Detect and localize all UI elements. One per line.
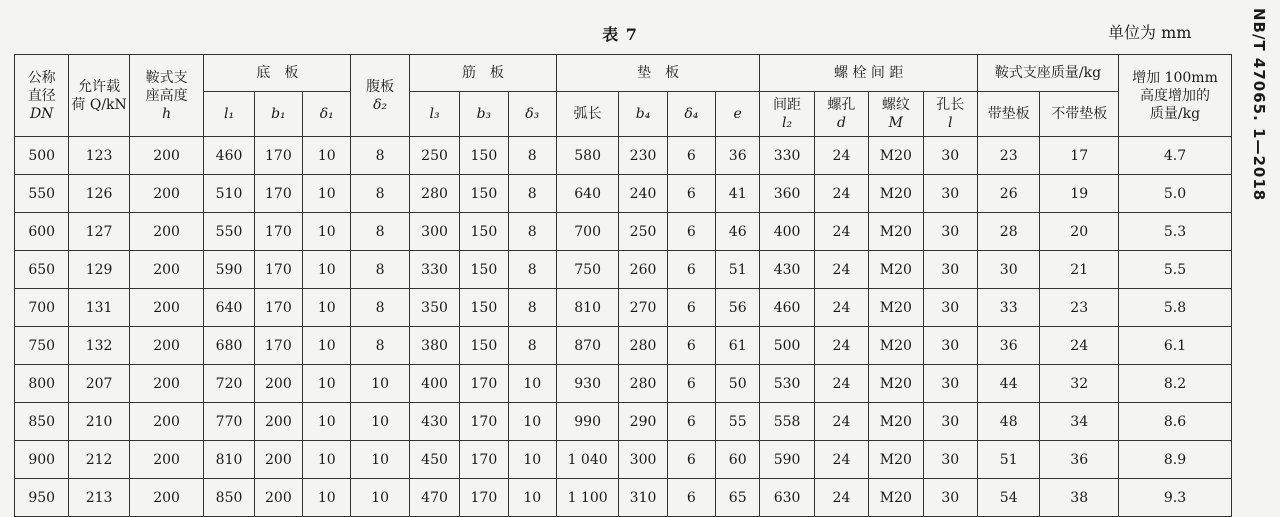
- table-cell: 150: [460, 137, 508, 175]
- table-cell: 20: [1040, 213, 1119, 251]
- table-cell: 24: [814, 137, 868, 175]
- table-cell: 310: [619, 479, 667, 517]
- table-cell: 170: [460, 403, 508, 441]
- table-cell: 500: [15, 137, 69, 175]
- table-cell: 200: [254, 365, 302, 403]
- table-cell: 10: [351, 403, 409, 441]
- table-cell: 150: [460, 175, 508, 213]
- table-cell: 1 040: [556, 441, 618, 479]
- table-cell: 65: [716, 479, 760, 517]
- table-cell: 510: [204, 175, 254, 213]
- table-cell: M20: [869, 403, 923, 441]
- header-extra-mass: 增加 100mm 高度增加的 质量/kg: [1119, 55, 1232, 137]
- table-cell: 41: [716, 175, 760, 213]
- table-cell: 24: [814, 479, 868, 517]
- header-dn: 公称 直径 DN: [15, 55, 69, 137]
- table-cell: 200: [129, 403, 204, 441]
- table-cell: 24: [814, 327, 868, 365]
- table-cell: 200: [129, 327, 204, 365]
- table-cell: 450: [409, 441, 459, 479]
- header-d4: δ₄: [667, 92, 715, 137]
- table-cell: 44: [977, 365, 1039, 403]
- table-cell: 38: [1040, 479, 1119, 517]
- table-cell: 30: [923, 441, 977, 479]
- table-cell: 60: [716, 441, 760, 479]
- table-cell: 810: [556, 289, 618, 327]
- table-cell: 6: [667, 365, 715, 403]
- table-cell: 350: [409, 289, 459, 327]
- header-b3: b₃: [460, 92, 508, 137]
- table-row: [15, 137, 1232, 175]
- table-cell: 900: [15, 441, 69, 479]
- table-cell: 270: [619, 289, 667, 327]
- table-cell: 8: [351, 289, 409, 327]
- table-cell: 200: [129, 479, 204, 517]
- table-cell: M20: [869, 327, 923, 365]
- table-cell: 200: [129, 175, 204, 213]
- table-cell: 200: [254, 479, 302, 517]
- table-cell: 558: [760, 403, 814, 441]
- header-pitch-l2: 间距 l₂: [760, 92, 814, 137]
- header-with-pad: 带垫板: [977, 92, 1039, 137]
- table-row: [15, 403, 1232, 441]
- table-cell: M20: [869, 213, 923, 251]
- table-cell: 8: [351, 251, 409, 289]
- table-cell: 131: [69, 289, 129, 327]
- table-cell: 800: [15, 365, 69, 403]
- table-cell: 700: [556, 213, 618, 251]
- table-cell: 24: [814, 365, 868, 403]
- table-cell: 5.8: [1119, 289, 1232, 327]
- table-cell: 55: [716, 403, 760, 441]
- header-bolt-spacing: 螺 栓 间 距: [760, 55, 978, 92]
- table-cell: 8: [508, 213, 556, 251]
- table-cell: 24: [814, 175, 868, 213]
- table-cell: 23: [1040, 289, 1119, 327]
- table-cell: 8: [508, 251, 556, 289]
- table-cell: 8.2: [1119, 365, 1232, 403]
- header-pad-plate: 垫 板: [556, 55, 759, 92]
- table-cell: 30: [923, 213, 977, 251]
- header-without-pad: 不带垫板: [1040, 92, 1119, 137]
- table-cell: 8: [351, 213, 409, 251]
- table-cell: 500: [760, 327, 814, 365]
- table-cell: 129: [69, 251, 129, 289]
- table-cell: 170: [254, 289, 302, 327]
- table-cell: 51: [716, 251, 760, 289]
- table-cell: 36: [716, 137, 760, 175]
- table-cell: 36: [977, 327, 1039, 365]
- table-cell: 34: [1040, 403, 1119, 441]
- table-cell: 10: [303, 251, 351, 289]
- table-cell: 56: [716, 289, 760, 327]
- table-cell: 6: [667, 137, 715, 175]
- table-cell: 8.9: [1119, 441, 1232, 479]
- table-cell: 30: [923, 251, 977, 289]
- table-cell: 200: [129, 289, 204, 327]
- table-cell: 330: [760, 137, 814, 175]
- table-cell: 590: [204, 251, 254, 289]
- table-cell: 330: [409, 251, 459, 289]
- table-cell: 23: [977, 137, 1039, 175]
- table-cell: 150: [460, 213, 508, 251]
- table-cell: 48: [977, 403, 1039, 441]
- table-cell: 280: [409, 175, 459, 213]
- table-cell: 700: [15, 289, 69, 327]
- header-l1: l₁: [204, 92, 254, 137]
- table-cell: 170: [254, 251, 302, 289]
- table-cell: 10: [508, 441, 556, 479]
- table-cell: 430: [409, 403, 459, 441]
- table-cell: 10: [351, 441, 409, 479]
- table-cell: 680: [204, 327, 254, 365]
- table-cell: 30: [977, 251, 1039, 289]
- table-cell: 10: [508, 403, 556, 441]
- table-cell: 30: [923, 137, 977, 175]
- table-cell: 870: [556, 327, 618, 365]
- table-cell: 200: [254, 403, 302, 441]
- table-cell: 650: [15, 251, 69, 289]
- header-d3: δ₃: [508, 92, 556, 137]
- table-cell: 200: [129, 213, 204, 251]
- table-cell: 61: [716, 327, 760, 365]
- table-cell: 30: [923, 289, 977, 327]
- table-cell: 210: [69, 403, 129, 441]
- table-cell: 6: [667, 289, 715, 327]
- table-cell: 300: [619, 441, 667, 479]
- table-cell: 8: [508, 175, 556, 213]
- table-cell: 640: [556, 175, 618, 213]
- header-rib-plate: 筋 板: [409, 55, 556, 92]
- table-cell: 30: [923, 479, 977, 517]
- table-cell: 200: [129, 137, 204, 175]
- table-cell: 8: [351, 327, 409, 365]
- table-cell: 590: [760, 441, 814, 479]
- table-cell: 470: [409, 479, 459, 517]
- table-cell: 530: [760, 365, 814, 403]
- table-cell: 126: [69, 175, 129, 213]
- table-cell: 6: [667, 479, 715, 517]
- table-cell: 240: [619, 175, 667, 213]
- table-cell: 207: [69, 365, 129, 403]
- header-b4: b₄: [619, 92, 667, 137]
- table-cell: 170: [254, 175, 302, 213]
- header-b1: b₁: [254, 92, 302, 137]
- table-cell: 5.0: [1119, 175, 1232, 213]
- table-cell: 212: [69, 441, 129, 479]
- table-body: [15, 137, 1232, 517]
- table-row: [15, 251, 1232, 289]
- table-cell: 32: [1040, 365, 1119, 403]
- table-row: [15, 441, 1232, 479]
- table-cell: 6: [667, 403, 715, 441]
- table-cell: 770: [204, 403, 254, 441]
- table-cell: 127: [69, 213, 129, 251]
- table-cell: 200: [254, 441, 302, 479]
- standard-id-margin: [1244, 8, 1274, 508]
- header-e: e: [716, 92, 760, 137]
- table-cell: 10: [303, 175, 351, 213]
- header-arc-length: 弧长: [556, 92, 618, 137]
- table-cell: 10: [303, 365, 351, 403]
- table-cell: 6: [667, 175, 715, 213]
- table-cell: M20: [869, 365, 923, 403]
- table-cell: 50: [716, 365, 760, 403]
- table-cell: 10: [508, 365, 556, 403]
- table-cell: 30: [923, 327, 977, 365]
- table-cell: M20: [869, 441, 923, 479]
- table-cell: 150: [460, 251, 508, 289]
- table-title: 表 7: [602, 25, 638, 44]
- header-saddle-height: 鞍式支 座高度 h: [129, 55, 204, 137]
- table-cell: 200: [129, 441, 204, 479]
- header-d1: δ₁: [303, 92, 351, 137]
- table-cell: 6: [667, 213, 715, 251]
- table-cell: 200: [129, 251, 204, 289]
- table-row: [15, 365, 1232, 403]
- table-cell: 26: [977, 175, 1039, 213]
- table-cell: 33: [977, 289, 1039, 327]
- table-cell: 5.5: [1119, 251, 1232, 289]
- table-cell: 640: [204, 289, 254, 327]
- table-cell: 28: [977, 213, 1039, 251]
- table-cell: 10: [508, 479, 556, 517]
- table-cell: 10: [303, 213, 351, 251]
- table-cell: 54: [977, 479, 1039, 517]
- table-cell: 9.3: [1119, 479, 1232, 517]
- table-cell: 950: [15, 479, 69, 517]
- table-cell: 1 100: [556, 479, 618, 517]
- table-cell: 280: [619, 327, 667, 365]
- table-cell: 132: [69, 327, 129, 365]
- table-cell: 550: [15, 175, 69, 213]
- table-cell: 400: [409, 365, 459, 403]
- table-cell: 10: [351, 365, 409, 403]
- table-cell: 8: [508, 289, 556, 327]
- table-cell: 17: [1040, 137, 1119, 175]
- table-cell: 10: [351, 479, 409, 517]
- table-cell: 550: [204, 213, 254, 251]
- table-cell: 250: [409, 137, 459, 175]
- table-cell: 460: [760, 289, 814, 327]
- table-cell: 720: [204, 365, 254, 403]
- table-cell: 990: [556, 403, 618, 441]
- table-row: [15, 213, 1232, 251]
- header-base-plate: 底 板: [204, 55, 351, 92]
- table-cell: 10: [303, 137, 351, 175]
- table-cell: 580: [556, 137, 618, 175]
- table-cell: 24: [814, 251, 868, 289]
- table-cell: 380: [409, 327, 459, 365]
- table-cell: 600: [15, 213, 69, 251]
- table-cell: 170: [460, 365, 508, 403]
- header-l3: l₃: [409, 92, 459, 137]
- table-cell: 170: [460, 441, 508, 479]
- table-cell: 6: [667, 441, 715, 479]
- table-cell: 360: [760, 175, 814, 213]
- table-row: [15, 175, 1232, 213]
- table-cell: 150: [460, 327, 508, 365]
- table-cell: 170: [254, 213, 302, 251]
- header-row-1: [15, 55, 1232, 92]
- table-cell: 10: [303, 479, 351, 517]
- table-cell: 750: [15, 327, 69, 365]
- table-cell: 230: [619, 137, 667, 175]
- table-row: [15, 479, 1232, 517]
- table-cell: 30: [923, 365, 977, 403]
- table-cell: 19: [1040, 175, 1119, 213]
- table-cell: 300: [409, 213, 459, 251]
- table-cell: 5.3: [1119, 213, 1232, 251]
- table-cell: 850: [204, 479, 254, 517]
- table-cell: 8: [508, 137, 556, 175]
- table-cell: 36: [1040, 441, 1119, 479]
- header-thread-m: 螺纹 M: [869, 92, 923, 137]
- table-cell: 10: [303, 289, 351, 327]
- table-cell: 750: [556, 251, 618, 289]
- table-cell: 24: [814, 213, 868, 251]
- table-cell: 10: [303, 403, 351, 441]
- table-cell: 213: [69, 479, 129, 517]
- header-web-plate: 腹板 δ₂: [351, 55, 409, 137]
- table-cell: 21: [1040, 251, 1119, 289]
- header-bolt-hole-d: 螺孔 d: [814, 92, 868, 137]
- header-allowable-load: 允许载 荷 Q/kN: [69, 55, 129, 137]
- table-cell: 250: [619, 213, 667, 251]
- table-cell: M20: [869, 479, 923, 517]
- unit-note: 单位为 mm: [1108, 23, 1192, 42]
- table-cell: 8: [508, 327, 556, 365]
- table-cell: 8: [351, 137, 409, 175]
- table-cell: 6: [667, 251, 715, 289]
- table-cell: 850: [15, 403, 69, 441]
- table-cell: 4.7: [1119, 137, 1232, 175]
- header-saddle-mass: 鞍式支座质量/kg: [977, 55, 1118, 92]
- table-cell: 170: [254, 327, 302, 365]
- table-cell: 930: [556, 365, 618, 403]
- table-cell: M20: [869, 251, 923, 289]
- table-cell: 30: [923, 175, 977, 213]
- table-cell: 280: [619, 365, 667, 403]
- standard-id: NB/T 47065. 1—2018: [1250, 8, 1268, 202]
- table-cell: 24: [814, 289, 868, 327]
- table-cell: 24: [1040, 327, 1119, 365]
- table-cell: 46: [716, 213, 760, 251]
- table-cell: M20: [869, 137, 923, 175]
- table-cell: 24: [814, 403, 868, 441]
- table-cell: 200: [129, 365, 204, 403]
- table-cell: 150: [460, 289, 508, 327]
- table-cell: 6: [667, 327, 715, 365]
- table-cell: 8.6: [1119, 403, 1232, 441]
- table-cell: 30: [923, 403, 977, 441]
- table-cell: 290: [619, 403, 667, 441]
- table-cell: 10: [303, 441, 351, 479]
- table-cell: 460: [204, 137, 254, 175]
- table-cell: 170: [254, 137, 302, 175]
- table-cell: 430: [760, 251, 814, 289]
- table-cell: 260: [619, 251, 667, 289]
- table-cell: 810: [204, 441, 254, 479]
- table-cell: M20: [869, 289, 923, 327]
- header-hole-length-l: 孔长 l: [923, 92, 977, 137]
- table-cell: 6.1: [1119, 327, 1232, 365]
- table-cell: 10: [303, 327, 351, 365]
- table-row: [15, 289, 1232, 327]
- table-cell: 51: [977, 441, 1039, 479]
- table-cell: M20: [869, 175, 923, 213]
- table-cell: 8: [351, 175, 409, 213]
- table-cell: 123: [69, 137, 129, 175]
- spec-table: [14, 54, 1232, 517]
- table-row: [15, 327, 1232, 365]
- table-cell: 400: [760, 213, 814, 251]
- table-cell: 630: [760, 479, 814, 517]
- table-cell: 170: [460, 479, 508, 517]
- table-cell: 24: [814, 441, 868, 479]
